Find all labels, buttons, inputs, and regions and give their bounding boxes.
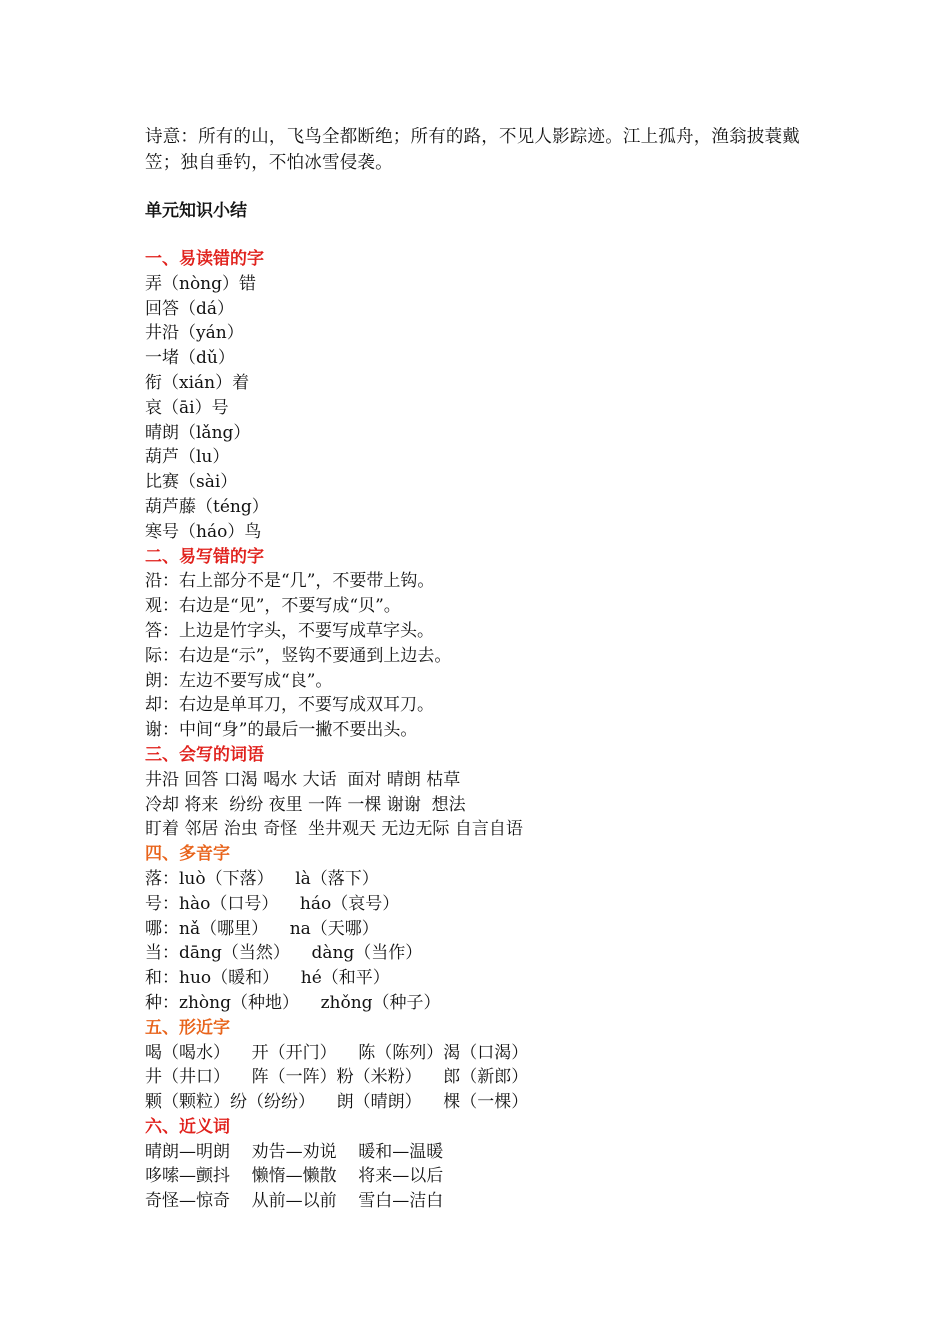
section-line: 葫芦藤（téng） (145, 496, 269, 517)
section-line: 种：zhòng（种地） zhǒng（种子） (145, 992, 441, 1013)
section-heading: 四、多音字 (145, 844, 230, 865)
section-line: 奇怪—惊奇 从前—以前 雪白—洁白 (145, 1191, 444, 1212)
section-line: 谢：中间“身”的最后一撇不要出头。 (145, 720, 418, 741)
section-line: 落：luò（下落） là（落下） (145, 868, 379, 889)
section-line: 哀（āi）号 (145, 397, 229, 418)
section-line: 晴朗（lǎng） (145, 422, 251, 443)
section-line: 哪：nǎ（哪里） na（天哪） (145, 918, 379, 939)
section-line: 颗（颗粒）纷（纷纷） 朗（晴朗） 棵（一棵） (145, 1092, 529, 1113)
section-line: 喝（喝水） 开（开门） 陈（陈列）渴（口渴） (145, 1042, 529, 1063)
section-line: 盯着 邻居 治虫 奇怪 坐井观天 无边无际 自言自语 (145, 819, 523, 840)
section-line: 哆嗦—颤抖 懒惰—懒散 将来—以后 (145, 1166, 444, 1187)
section-line: 冷却 将来 纷纷 夜里 一阵 一棵 谢谢 想法 (145, 794, 466, 815)
poem-meaning-line: 笠；独自垂钓，不怕冰雪侵袭。 (145, 153, 393, 173)
section-line: 寒号（háo）鸟 (145, 521, 262, 542)
section-heading: 五、形近字 (145, 1017, 230, 1038)
sections-container (145, 247, 825, 1214)
section-line: 号：hào（口号） háo（哀号） (145, 893, 400, 914)
section-heading: 六、近义词 (145, 1116, 230, 1137)
section-heading: 二、易写错的字 (145, 546, 264, 567)
section-line: 沿：右上部分不是“几”，不要带上钩。 (145, 571, 435, 592)
section-line: 一堵（dǔ） (145, 348, 235, 369)
section-heading: 一、易读错的字 (145, 249, 264, 269)
section-line: 弄（nòng）错 (145, 273, 257, 294)
section-line: 当：dāng（当然） dàng（当作） (145, 943, 423, 964)
section-line: 井沿（yán） (145, 323, 244, 344)
section-line: 回答（dá） (145, 298, 235, 319)
section-line: 却：右边是单耳刀，不要写成双耳刀。 (145, 695, 434, 716)
section-line: 衔（xián）着 (145, 372, 250, 393)
poem-meaning-line: 诗意：所有的山，飞鸟全都断绝；所有的路，不见人影踪迹。江上孤舟，渔翁披蓑戴 (145, 127, 800, 147)
section-line: 井沿 回答 口渴 喝水 大话 面对 晴朗 枯草 (145, 769, 461, 790)
section-line: 际：右边是“示”，竖钩不要通到上边去。 (145, 645, 452, 666)
section-line: 晴朗—明朗 劝告—劝说 暖和—温暖 (145, 1141, 444, 1162)
section-line: 观：右边是“见”，不要写成“贝”。 (145, 596, 401, 617)
section-line: 答：上边是竹字头，不要写成草字头。 (145, 620, 434, 641)
section-line: 比赛（sài） (145, 472, 238, 493)
summary-title: 单元知识小结 (145, 201, 247, 221)
document-page (145, 124, 825, 1214)
section-heading: 三、会写的词语 (145, 744, 264, 765)
section-line: 朗：左边不要写成“良”。 (145, 670, 333, 691)
section-line: 和：huo（暖和） hé（和平） (145, 968, 390, 989)
section-line: 葫芦（lu） (145, 447, 230, 468)
section-line: 井（井口） 阵（一阵）粉（米粉） 郎（新郎） (145, 1067, 529, 1088)
poem-meaning (145, 124, 825, 176)
